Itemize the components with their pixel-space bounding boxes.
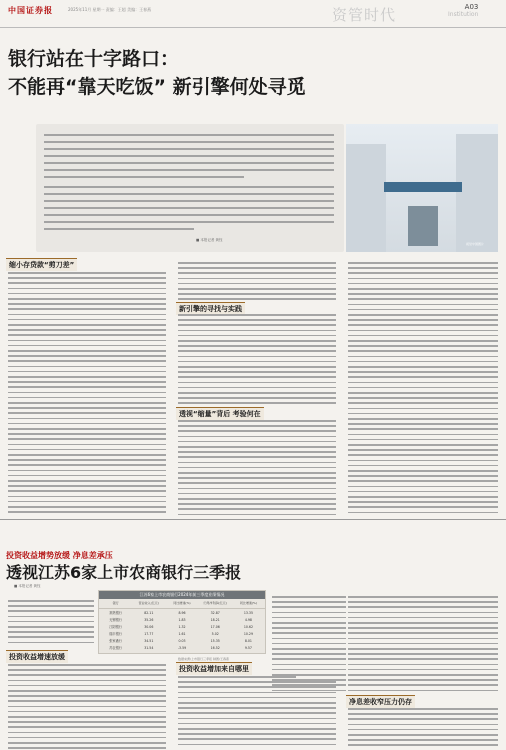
- text-line: [8, 433, 166, 435]
- section-title: 资管时代: [332, 6, 397, 24]
- text-line: [178, 340, 336, 342]
- text-line: [178, 676, 296, 678]
- table-cell: 4.98: [244, 617, 252, 622]
- table-cell: 9.57: [244, 645, 252, 650]
- text-line: [178, 288, 336, 290]
- text-line: [348, 350, 498, 352]
- text-line: [272, 638, 346, 640]
- text-line: [178, 361, 336, 363]
- table-cell: 8.01: [244, 638, 252, 643]
- text-line: [348, 708, 498, 710]
- text-line: [8, 449, 166, 451]
- text-line: [348, 622, 498, 624]
- text-line: [8, 282, 166, 284]
- text-line: [178, 314, 336, 316]
- text-line: [348, 606, 498, 608]
- text-line: [178, 392, 336, 394]
- text-line: [8, 314, 166, 316]
- text-line: [8, 496, 166, 498]
- text-line: [178, 330, 336, 332]
- text-line: [272, 612, 346, 614]
- table-cell: 8.96: [178, 610, 186, 615]
- text-line: [8, 706, 166, 708]
- text-line: [272, 596, 346, 598]
- text-line: [8, 329, 166, 331]
- text-line: [348, 428, 498, 430]
- headline-line-1: 银行站在十字路口：: [8, 48, 180, 70]
- text-line: [348, 734, 498, 736]
- text-line: [178, 467, 336, 469]
- subhead-2: 新引擎的寻找与实践: [176, 302, 245, 315]
- text-line: [348, 356, 498, 358]
- text-line: [178, 267, 336, 269]
- text-line: [348, 298, 498, 300]
- text-line: [272, 658, 346, 660]
- text-line: [8, 695, 166, 697]
- table-cell: 17.77: [144, 631, 154, 636]
- text-line: [348, 729, 498, 731]
- section-english: Institution: [448, 11, 479, 18]
- text-line: [348, 413, 498, 415]
- text-line: [272, 653, 346, 655]
- text-line: [178, 397, 336, 399]
- text-line: [8, 716, 166, 718]
- text-line: [348, 397, 498, 399]
- text-line: [348, 669, 498, 671]
- text-line: [348, 366, 498, 368]
- text-line: [178, 420, 336, 422]
- text-line: [178, 371, 336, 373]
- text-line: [8, 732, 166, 734]
- text-line: [178, 446, 336, 448]
- text-line: [178, 376, 336, 378]
- text-line: [348, 658, 498, 660]
- text-line: [8, 381, 166, 383]
- text-line: [8, 392, 166, 394]
- text-line: [178, 451, 336, 453]
- text-line: [8, 631, 94, 633]
- text-line: [178, 744, 336, 746]
- text-line: [348, 617, 498, 619]
- text-line: [8, 454, 166, 456]
- table-source: 数据来源/上市银行三季报 制图/王春燕: [178, 657, 229, 661]
- table-cell: 0.03: [178, 638, 186, 643]
- text-line: [348, 387, 498, 389]
- text-line: [178, 430, 336, 432]
- text-line: [178, 298, 336, 300]
- text-line: [178, 508, 336, 510]
- text-line: [348, 439, 498, 441]
- text-line: [348, 638, 498, 640]
- text-line: [348, 496, 498, 498]
- text-line: [178, 278, 336, 280]
- table-row: [99, 623, 265, 630]
- text-line: [348, 314, 498, 316]
- text-line: [8, 642, 94, 644]
- text-line: [178, 356, 336, 358]
- text-line: [348, 340, 498, 342]
- text-line: [8, 700, 166, 702]
- text-line: [272, 664, 346, 666]
- text-line: [8, 747, 166, 749]
- table-cell: 10.29: [243, 631, 253, 636]
- text-line: [178, 283, 336, 285]
- text-line: [8, 418, 166, 420]
- text-line: [272, 674, 346, 676]
- text-line: [348, 371, 498, 373]
- text-line: [178, 425, 336, 427]
- text-line: [348, 434, 498, 436]
- text-line: [8, 721, 166, 723]
- text-line: [178, 402, 336, 404]
- second-byline: ■ 本报记者 黄钰: [14, 584, 41, 588]
- text-line: [348, 744, 498, 746]
- text-line: [348, 643, 498, 645]
- text-line: [178, 436, 336, 438]
- text-line: [178, 718, 336, 720]
- text-line: [8, 272, 166, 274]
- text-line: [272, 669, 346, 671]
- text-line: [272, 679, 346, 681]
- text-line: [8, 501, 166, 503]
- table-cell: 17.06: [210, 624, 220, 629]
- text-line: [348, 512, 498, 514]
- text-line: [348, 272, 498, 274]
- text-line: [178, 272, 336, 274]
- text-line: [8, 610, 94, 612]
- text-line: [178, 477, 336, 479]
- subhead-1: 缩小存贷款“剪刀差”: [6, 258, 77, 271]
- text-line: [178, 319, 336, 321]
- text-line: [272, 622, 346, 624]
- text-line: [8, 605, 94, 607]
- text-line: [272, 601, 346, 603]
- table-row: [99, 630, 265, 637]
- text-line: [348, 444, 498, 446]
- text-line: [8, 423, 166, 425]
- second-subhead-3: 净息差收窄压力仍存: [346, 695, 415, 708]
- text-line: [348, 653, 498, 655]
- text-line: [272, 606, 346, 608]
- text-line: [8, 444, 166, 446]
- table-cell: 13.35: [243, 610, 253, 615]
- table-row: [99, 644, 265, 651]
- table-cell: 1.61: [178, 631, 186, 636]
- table-cell: 瑞丰银行: [109, 632, 122, 636]
- text-line: [178, 738, 336, 740]
- text-line: [8, 506, 166, 508]
- text-line: [178, 733, 336, 735]
- text-line: [8, 412, 166, 414]
- text-line: [348, 627, 498, 629]
- text-line: [8, 371, 166, 373]
- text-line: [178, 345, 336, 347]
- text-line: [348, 293, 498, 295]
- text-line: [8, 690, 166, 692]
- text-line: [8, 626, 94, 628]
- text-line: [272, 643, 346, 645]
- text-line: [8, 350, 166, 352]
- text-line: [8, 308, 166, 310]
- second-subhead-1: 投资收益增速放缓: [6, 650, 68, 663]
- text-line: [8, 324, 166, 326]
- text-line: [8, 376, 166, 378]
- text-line: [348, 491, 498, 493]
- text-line: [8, 669, 166, 671]
- text-line: [8, 277, 166, 279]
- text-line: [348, 612, 498, 614]
- text-line: [178, 723, 336, 725]
- headline-line-2: 不能再“靠天吃饭” 新引擎何处寻觅: [8, 76, 306, 98]
- text-line: [348, 713, 498, 715]
- text-line: [178, 498, 336, 500]
- text-line: [8, 711, 166, 713]
- text-line: [8, 470, 166, 472]
- text-line: [348, 596, 498, 598]
- text-line: [348, 454, 498, 456]
- text-line: [178, 707, 336, 709]
- table-body: [99, 609, 265, 651]
- text-line: [178, 441, 336, 443]
- second-article-title: 透视江苏6家上市农商银行三季报: [6, 563, 242, 582]
- text-line: [348, 376, 498, 378]
- text-line: [348, 648, 498, 650]
- table-cell: 16.52: [210, 645, 220, 650]
- text-line: [8, 511, 166, 513]
- text-line: [178, 262, 336, 264]
- table-cell: 31.54: [144, 645, 154, 650]
- table-cell: 15.35: [210, 638, 220, 643]
- text-line: [8, 621, 94, 623]
- text-line: [8, 288, 166, 290]
- text-line: [8, 600, 94, 602]
- text-line: [178, 686, 336, 688]
- text-line: [178, 514, 336, 516]
- table-cell: 1.83: [178, 617, 186, 622]
- bank-branch-photo: [346, 124, 498, 252]
- text-line: [8, 490, 166, 492]
- text-line: [178, 324, 336, 326]
- text-line: [8, 680, 166, 682]
- text-line: [8, 636, 94, 638]
- text-line: [348, 345, 498, 347]
- second-subhead-2: 投资收益增加来自哪里: [176, 662, 252, 675]
- text-line: [348, 480, 498, 482]
- text-line: [348, 408, 498, 410]
- text-line: [348, 674, 498, 676]
- photo-caption: 视觉中国图片: [466, 242, 485, 246]
- text-line: [178, 697, 336, 699]
- text-line: [178, 382, 336, 384]
- text-line: [348, 278, 498, 280]
- text-line: [8, 334, 166, 336]
- text-line: [348, 475, 498, 477]
- text-line: [8, 674, 166, 676]
- text-line: [178, 493, 336, 495]
- text-line: [348, 506, 498, 508]
- page-number: A03: [464, 3, 479, 11]
- text-line: [178, 366, 336, 368]
- text-line: [8, 742, 166, 744]
- page-number-block: [448, 3, 478, 18]
- table-header-cell: 归母净利润(亿元): [203, 600, 227, 605]
- byline: ■ 本报记者 黄钰: [196, 238, 223, 242]
- table-cell: 1.32: [178, 624, 186, 629]
- table-cell: 35.26: [144, 617, 154, 622]
- text-line: [8, 480, 166, 482]
- text-line: [8, 428, 166, 430]
- text-line: [8, 459, 166, 461]
- text-line: [348, 361, 498, 363]
- table-title: 江苏6家上市农商银行2024年前三季度业绩情况: [99, 591, 265, 599]
- text-line: [8, 485, 166, 487]
- earnings-table: [98, 590, 266, 654]
- table-cell: 江阴银行: [109, 625, 122, 629]
- text-line: [348, 724, 498, 726]
- text-line: [348, 465, 498, 467]
- text-line: [348, 664, 498, 666]
- table-cell: 张家港行: [109, 639, 122, 643]
- text-line: [348, 288, 498, 290]
- text-line: [8, 664, 166, 666]
- table-cell: 无锡银行: [109, 618, 122, 622]
- text-line: [348, 460, 498, 462]
- text-line: [348, 690, 498, 692]
- text-line: [348, 470, 498, 472]
- text-line: [8, 685, 166, 687]
- text-line: [178, 503, 336, 505]
- text-line: [272, 690, 346, 692]
- text-line: [348, 324, 498, 326]
- table-header: [99, 599, 265, 609]
- text-line: [178, 335, 336, 337]
- text-line: [8, 475, 166, 477]
- text-line: [348, 330, 498, 332]
- table-cell: 苏农银行: [109, 646, 122, 650]
- text-line: [272, 617, 346, 619]
- text-line: [348, 449, 498, 451]
- text-line: [348, 423, 498, 425]
- table-cell: 5.02: [211, 631, 219, 636]
- text-line: [348, 418, 498, 420]
- text-line: [272, 648, 346, 650]
- text-line: [178, 472, 336, 474]
- masthead-logo: 中国证券报: [8, 5, 53, 15]
- table-row: [99, 609, 265, 616]
- text-line: [348, 718, 498, 720]
- text-line: [8, 726, 166, 728]
- subhead-3: 透视“缩量”背后 考验何在: [176, 407, 264, 420]
- text-line: [8, 737, 166, 739]
- text-line: [348, 632, 498, 634]
- text-line: [348, 739, 498, 741]
- text-line: [178, 728, 336, 730]
- text-line: [8, 386, 166, 388]
- text-line: [8, 355, 166, 357]
- table-cell: 32.87: [210, 610, 220, 615]
- table-cell: 10.62: [243, 624, 253, 629]
- text-line: [178, 681, 336, 683]
- text-line: [8, 366, 166, 368]
- table-row: [99, 616, 265, 623]
- abstract-box: [36, 124, 344, 252]
- text-line: [178, 712, 336, 714]
- text-line: [348, 319, 498, 321]
- text-line: [348, 392, 498, 394]
- text-line: [348, 402, 498, 404]
- text-line: [178, 482, 336, 484]
- text-line: [348, 601, 498, 603]
- text-line: [8, 438, 166, 440]
- text-line: [348, 304, 498, 306]
- text-line: [348, 382, 498, 384]
- text-line: [178, 350, 336, 352]
- text-line: [178, 293, 336, 295]
- text-line: [8, 407, 166, 409]
- table-cell: 18.21: [210, 617, 220, 622]
- text-line: [348, 283, 498, 285]
- table-cell: 34.51: [144, 638, 154, 643]
- text-line: [8, 303, 166, 305]
- text-line: [8, 464, 166, 466]
- text-line: [8, 293, 166, 295]
- table-header-cell: 同比增速(%): [239, 600, 258, 605]
- text-line: [8, 319, 166, 321]
- text-line: [348, 262, 498, 264]
- table-header-cell: 银行: [112, 600, 119, 605]
- table-cell: -3.59: [177, 645, 187, 650]
- text-line: [8, 402, 166, 404]
- table-cell: 常熟银行: [109, 611, 122, 615]
- bank-entrance: [408, 206, 438, 246]
- text-line: [348, 501, 498, 503]
- table-cell: 30.06: [144, 624, 154, 629]
- text-line: [178, 692, 336, 694]
- text-line: [272, 684, 346, 686]
- text-line: [348, 679, 498, 681]
- table-row: [99, 637, 265, 644]
- text-line: [272, 632, 346, 634]
- text-line: [178, 702, 336, 704]
- text-line: [348, 309, 498, 311]
- text-line: [8, 616, 94, 618]
- table-header-cell: 营业收入(亿元): [138, 600, 159, 605]
- header-meta: 2025年11月 星期一 责编：王超 美编：王春燕: [68, 7, 152, 12]
- text-line: [8, 298, 166, 300]
- text-line: [348, 335, 498, 337]
- text-line: [8, 360, 166, 362]
- text-line: [178, 462, 336, 464]
- page-header: [0, 0, 506, 28]
- text-line: [272, 627, 346, 629]
- text-line: [8, 340, 166, 342]
- text-line: [178, 387, 336, 389]
- text-line: [178, 488, 336, 490]
- text-line: [8, 397, 166, 399]
- text-line: [348, 267, 498, 269]
- text-line: [178, 456, 336, 458]
- table-cell: 82.11: [144, 610, 154, 615]
- table-header-cell: 同比增速(%): [173, 600, 191, 605]
- text-line: [348, 486, 498, 488]
- second-article-kicker: 投资收益增势放缓 净息差承压: [6, 551, 113, 560]
- bank-signboard: [384, 182, 462, 192]
- section-divider: [0, 519, 506, 520]
- text-line: [348, 684, 498, 686]
- text-line: [8, 345, 166, 347]
